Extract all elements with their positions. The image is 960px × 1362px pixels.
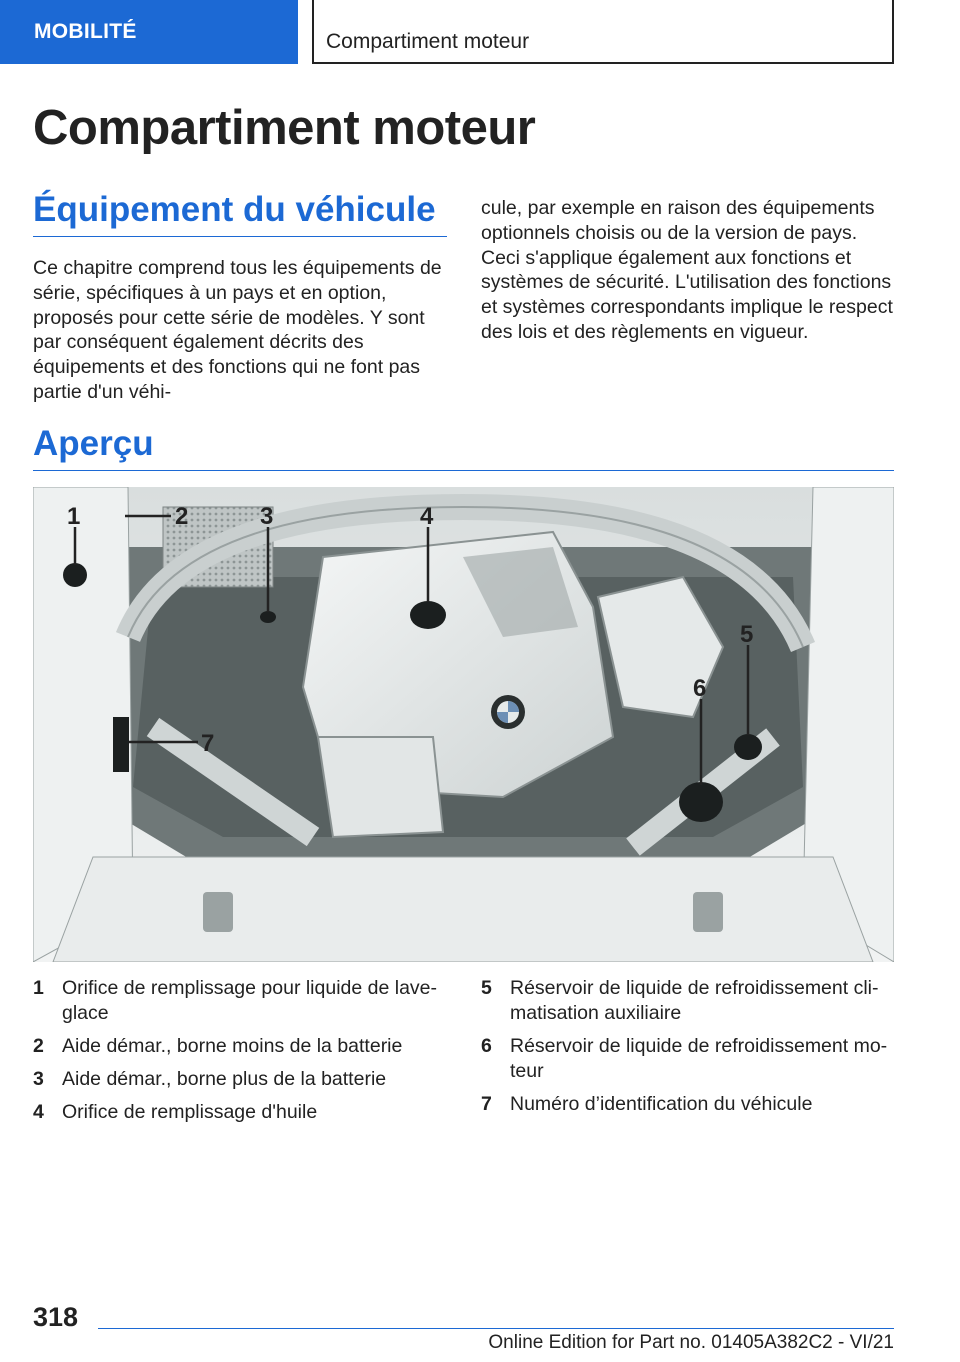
legend-number: 5 <box>481 977 492 999</box>
legend-number: 2 <box>33 1035 44 1057</box>
legend-text: Aide démar., borne moins de la batterie <box>62 1035 403 1057</box>
legend-item <box>33 1067 453 1092</box>
callout-3: 3 <box>260 503 274 530</box>
legend-text: Orifice de remplissage pour liquide de laveglace <box>62 977 438 1024</box>
page-number: 318 <box>33 1302 79 1332</box>
callout-4: 4 <box>420 503 434 530</box>
section-header: Compartiment moteur <box>312 0 894 64</box>
legend-item <box>481 1034 895 1084</box>
footer-edition-link[interactable]: Online Edition for Part no. 01405A382C2 - VI/21 <box>488 1332 894 1353</box>
legend-number: 4 <box>33 1101 44 1123</box>
legend-number: 7 <box>481 1093 492 1115</box>
callout-7: 7 <box>201 730 215 757</box>
engine-bay-illustration <box>33 487 894 962</box>
legend-text: Orifice de remplissage d'huile <box>62 1101 318 1123</box>
callout-1: 1 <box>67 503 81 530</box>
intro-paragraph-left: Ce chapitre comprend tous les équipements de série, spécifiques à un pays et en option, proposés pour cette série de modèles. Y sont par conséquent également décrits des équipements et des fonctions qui ne font pas partie d'un véhi- <box>33 257 442 403</box>
legend-item <box>481 1092 895 1117</box>
legend-text: Réservoir de liquide de refroidissement moteur <box>510 1035 888 1082</box>
legend-item <box>33 976 453 1026</box>
legend-number: 3 <box>33 1068 44 1090</box>
heading-equipement-container <box>33 190 447 237</box>
legend-item <box>33 1100 453 1125</box>
legend-item <box>33 1034 453 1059</box>
heading-equipement: Équipement du véhicule <box>33 190 436 229</box>
chapter-tab: MOBILITÉ <box>0 0 298 64</box>
page-title: Compartiment moteur <box>33 101 536 155</box>
legend-list-left <box>33 976 453 1133</box>
legend-number: 6 <box>481 1035 492 1057</box>
callout-6: 6 <box>693 675 707 702</box>
callout-5: 5 <box>740 621 754 648</box>
legend-list-right <box>481 976 895 1125</box>
legend-text: Numéro d’identification du véhicule <box>510 1093 813 1115</box>
intro-paragraph-right: cule, par exemple en raison des équipements optionnels choisis ou de la version de pays. Ceci s'applique également aux fonctions et systèmes de sécurité. L'utilisation des fonctions et systèmes correspondants implique le respect des lois et des règlements en vigueur. <box>481 197 893 343</box>
footer-divider <box>98 1328 894 1329</box>
legend-text: Aide démar., borne plus de la batterie <box>62 1068 387 1090</box>
legend-item <box>481 976 895 1026</box>
legend-text: Réservoir de liquide de refroidissement climatisation auxiliaire <box>510 977 879 1024</box>
heading-apercu-container <box>33 424 894 471</box>
legend-number: 1 <box>33 977 44 999</box>
callout-2: 2 <box>175 503 189 530</box>
heading-apercu: Aperçu <box>33 424 154 463</box>
